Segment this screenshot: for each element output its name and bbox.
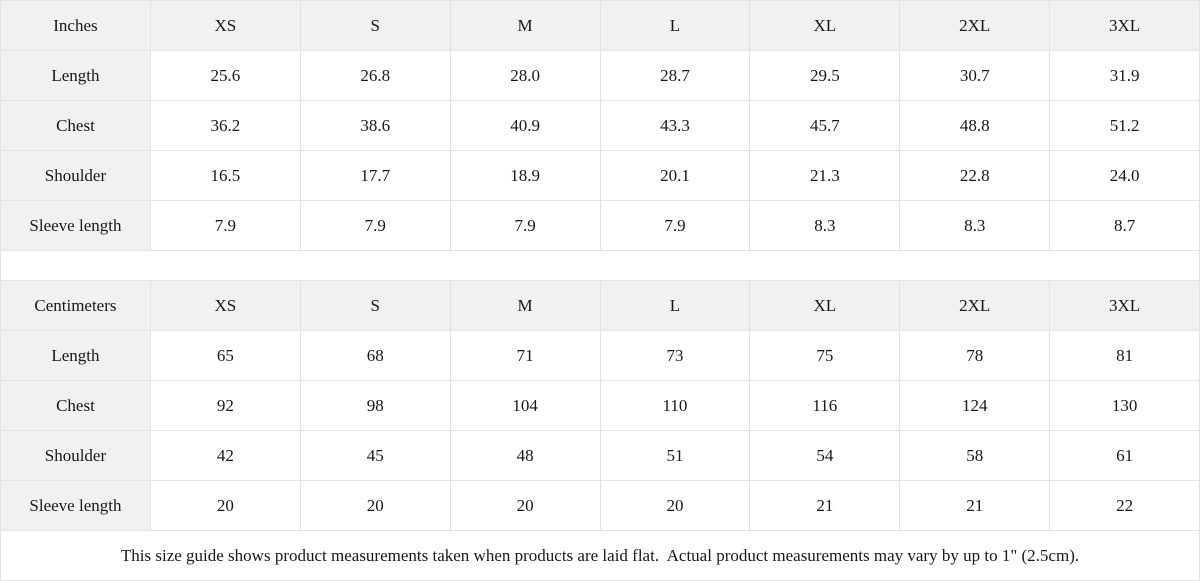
- measurement-value: 20: [600, 481, 750, 531]
- measurement-value: 21.3: [750, 151, 900, 201]
- measurement-value: 104: [450, 381, 600, 431]
- measurement-value: 8.3: [750, 201, 900, 251]
- measurement-value: 31.9: [1050, 51, 1200, 101]
- measurement-value: 65: [150, 331, 300, 381]
- table-spacer-row: [1, 251, 1200, 281]
- measurement-value: 43.3: [600, 101, 750, 151]
- measurement-value: 98: [300, 381, 450, 431]
- measurement-value: 18.9: [450, 151, 600, 201]
- size-column-header: S: [300, 1, 450, 51]
- measurement-row: [1, 101, 1200, 151]
- footnote-row: [1, 531, 1200, 581]
- size-column-header: 2XL: [900, 281, 1050, 331]
- measurement-value: 7.9: [450, 201, 600, 251]
- measurement-row: [1, 481, 1200, 531]
- measurement-row: [1, 331, 1200, 381]
- measurement-value: 54: [750, 431, 900, 481]
- measurement-value: 73: [600, 331, 750, 381]
- measurement-value: 20.1: [600, 151, 750, 201]
- measurement-value: 7.9: [600, 201, 750, 251]
- measurement-value: 40.9: [450, 101, 600, 151]
- measurement-value: 61: [1050, 431, 1200, 481]
- measurement-value: 48: [450, 431, 600, 481]
- measurement-label: Sleeve length: [1, 481, 151, 531]
- measurement-label: Length: [1, 51, 151, 101]
- measurement-value: 110: [600, 381, 750, 431]
- size-column-header: XL: [750, 281, 900, 331]
- measurement-value: 7.9: [300, 201, 450, 251]
- measurement-value: 7.9: [150, 201, 300, 251]
- size-guide-body: [1, 1, 1200, 581]
- measurement-value: 28.7: [600, 51, 750, 101]
- measurement-label: Length: [1, 331, 151, 381]
- measurement-value: 92: [150, 381, 300, 431]
- measurement-value: 22: [1050, 481, 1200, 531]
- measurement-value: 42: [150, 431, 300, 481]
- measurement-value: 75: [750, 331, 900, 381]
- table-spacer: [1, 251, 1200, 281]
- measurement-label: Chest: [1, 381, 151, 431]
- measurement-value: 20: [300, 481, 450, 531]
- unit-header-row: [1, 1, 1200, 51]
- measurement-value: 45: [300, 431, 450, 481]
- measurement-value: 45.7: [750, 101, 900, 151]
- measurement-value: 38.6: [300, 101, 450, 151]
- measurement-value: 30.7: [900, 51, 1050, 101]
- measurement-value: 68: [300, 331, 450, 381]
- measurement-value: 71: [450, 331, 600, 381]
- size-guide-footnote: This size guide shows product measurements taken when products are laid flat. Actual product measurements may vary by up to 1" (2.5cm).: [1, 531, 1200, 581]
- size-column-header: M: [450, 281, 600, 331]
- measurement-value: 21: [900, 481, 1050, 531]
- measurement-value: 16.5: [150, 151, 300, 201]
- measurement-value: 22.8: [900, 151, 1050, 201]
- measurement-value: 124: [900, 381, 1050, 431]
- measurement-row: [1, 381, 1200, 431]
- measurement-value: 20: [450, 481, 600, 531]
- measurement-row: [1, 51, 1200, 101]
- size-column-header: S: [300, 281, 450, 331]
- measurement-label: Shoulder: [1, 151, 151, 201]
- size-column-header: 3XL: [1050, 281, 1200, 331]
- measurement-row: [1, 151, 1200, 201]
- measurement-value: 17.7: [300, 151, 450, 201]
- size-column-header: XS: [150, 281, 300, 331]
- measurement-value: 81: [1050, 331, 1200, 381]
- measurement-value: 48.8: [900, 101, 1050, 151]
- size-column-header: L: [600, 1, 750, 51]
- size-column-header: L: [600, 281, 750, 331]
- unit-label: Centimeters: [1, 281, 151, 331]
- measurement-row: [1, 201, 1200, 251]
- measurement-value: 8.3: [900, 201, 1050, 251]
- size-column-header: M: [450, 1, 600, 51]
- measurement-label: Sleeve length: [1, 201, 151, 251]
- measurement-value: 78: [900, 331, 1050, 381]
- measurement-value: 21: [750, 481, 900, 531]
- size-column-header: XL: [750, 1, 900, 51]
- measurement-value: 116: [750, 381, 900, 431]
- measurement-value: 36.2: [150, 101, 300, 151]
- measurement-value: 8.7: [1050, 201, 1200, 251]
- size-column-header: XS: [150, 1, 300, 51]
- unit-label: Inches: [1, 1, 151, 51]
- measurement-value: 25.6: [150, 51, 300, 101]
- measurement-value: 130: [1050, 381, 1200, 431]
- measurement-value: 51.2: [1050, 101, 1200, 151]
- measurement-label: Shoulder: [1, 431, 151, 481]
- measurement-value: 28.0: [450, 51, 600, 101]
- measurement-row: [1, 431, 1200, 481]
- unit-header-row: [1, 281, 1200, 331]
- measurement-value: 24.0: [1050, 151, 1200, 201]
- size-column-header: 3XL: [1050, 1, 1200, 51]
- measurement-value: 29.5: [750, 51, 900, 101]
- measurement-value: 20: [150, 481, 300, 531]
- measurement-label: Chest: [1, 101, 151, 151]
- size-column-header: 2XL: [900, 1, 1050, 51]
- measurement-value: 58: [900, 431, 1050, 481]
- measurement-value: 26.8: [300, 51, 450, 101]
- measurement-value: 51: [600, 431, 750, 481]
